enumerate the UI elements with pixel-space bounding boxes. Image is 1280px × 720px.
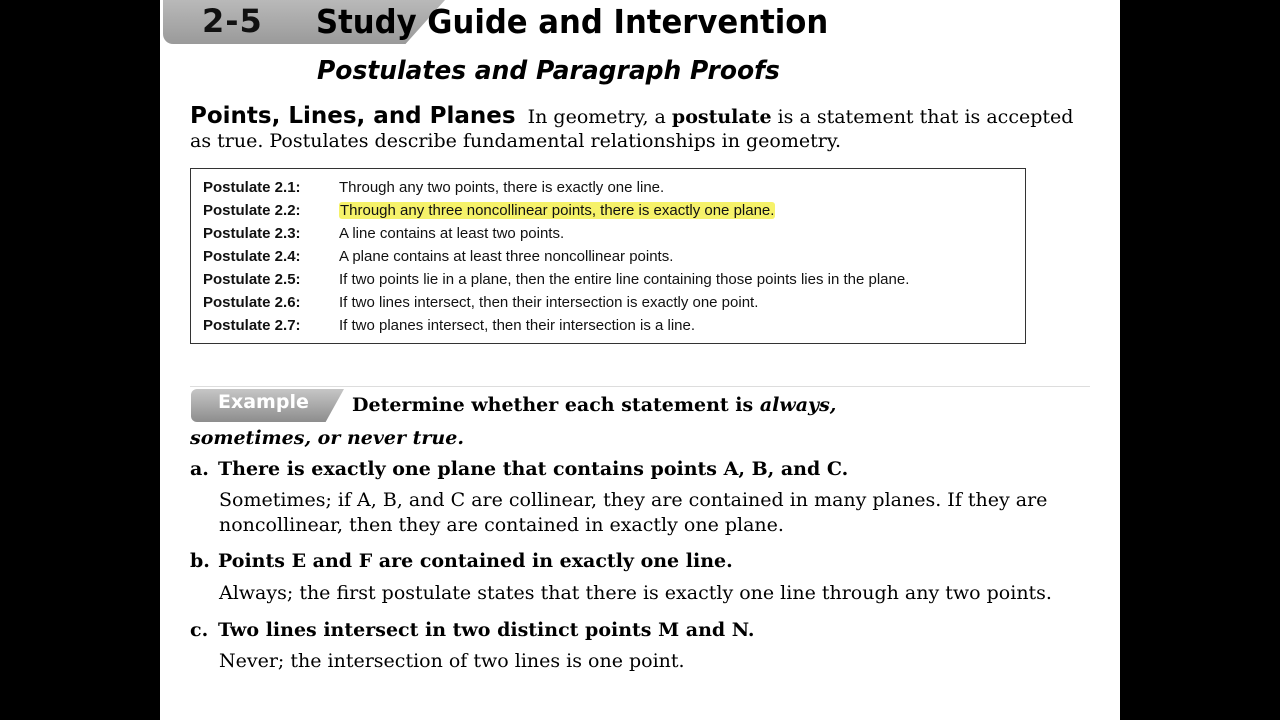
postulate-row bbox=[203, 268, 909, 290]
postulate-label: Postulate 2.4: bbox=[203, 247, 301, 265]
postulate-row bbox=[203, 176, 664, 198]
postulate-label: Postulate 2.2: bbox=[203, 201, 301, 219]
postulate-row bbox=[203, 222, 564, 244]
postulate-label: Postulate 2.3: bbox=[203, 224, 301, 242]
example-label: Example bbox=[218, 391, 309, 413]
example-question-a bbox=[190, 458, 848, 480]
lesson-number: 2-5 bbox=[202, 2, 263, 40]
postulate-text: A line contains at least two points. bbox=[339, 224, 565, 242]
example-prompt-always: always, bbox=[759, 394, 837, 416]
intro-paragraph bbox=[190, 104, 1090, 153]
item-letter: c. bbox=[190, 619, 209, 641]
postulate-text: If two lines intersect, then their intersection is exactly one point. bbox=[339, 293, 759, 311]
example-prompt-part1: Determine whether each statement is bbox=[352, 394, 754, 416]
item-question: Points E and F are contained in exactly one line. bbox=[218, 550, 733, 572]
postulate-label: Postulate 2.1: bbox=[203, 178, 301, 196]
postulate-row bbox=[203, 291, 758, 313]
example-question-b bbox=[190, 550, 733, 572]
worksheet-page bbox=[160, 0, 1120, 720]
page-subtitle: Postulates and Paragraph Proofs bbox=[317, 56, 780, 86]
postulate-text: Through any two points, there is exactly one line. bbox=[339, 178, 665, 196]
postulate-text: If two points lie in a plane, then the entire line containing those points lies in the plane. bbox=[339, 270, 910, 288]
postulate-row bbox=[203, 314, 695, 336]
postulate-row bbox=[203, 245, 673, 267]
section-divider bbox=[190, 386, 1090, 387]
example-answer-c: Never; the intersection of two lines is one point. bbox=[219, 650, 685, 672]
postulate-label: Postulate 2.7: bbox=[203, 316, 301, 334]
example-question-c bbox=[190, 619, 755, 641]
intro-text-after: is a statement that is accepted as true. Postulates describe fundamental relationships in geometry. bbox=[190, 106, 1074, 152]
example-prompt bbox=[352, 394, 836, 416]
postulate-text: If two planes intersect, then their intersection is a line. bbox=[339, 316, 696, 334]
postulate-text-highlighted: Through any three noncollinear points, there is exactly one plane. bbox=[340, 201, 775, 219]
intro-term: postulate bbox=[671, 106, 772, 128]
postulate-label: Postulate 2.6: bbox=[203, 293, 301, 311]
example-prompt-continued: sometimes, or never true. bbox=[190, 427, 464, 449]
item-question: Two lines intersect in two distinct points M and N. bbox=[218, 619, 755, 641]
example-answer-b: Always; the first postulate states that there is exactly one line through any two points. bbox=[219, 582, 1052, 604]
example-answer-a: Sometimes; if A, B, and C are collinear, they are contained in many planes. If they are noncollinear, then they are contained in exactly one plane. bbox=[219, 489, 1048, 536]
section-heading: Points, Lines, and Planes bbox=[190, 103, 516, 129]
postulate-row bbox=[203, 199, 775, 221]
page-title: Study Guide and Intervention bbox=[316, 2, 829, 41]
postulate-label: Postulate 2.5: bbox=[203, 270, 301, 288]
postulate-box bbox=[190, 168, 1026, 344]
item-question: There is exactly one plane that contains points A, B, and C. bbox=[218, 458, 849, 480]
item-letter: a. bbox=[190, 458, 209, 480]
intro-text-before: In geometry, a bbox=[527, 106, 666, 128]
postulate-text: A plane contains at least three noncollinear points. bbox=[339, 247, 674, 265]
item-letter: b. bbox=[190, 550, 210, 572]
